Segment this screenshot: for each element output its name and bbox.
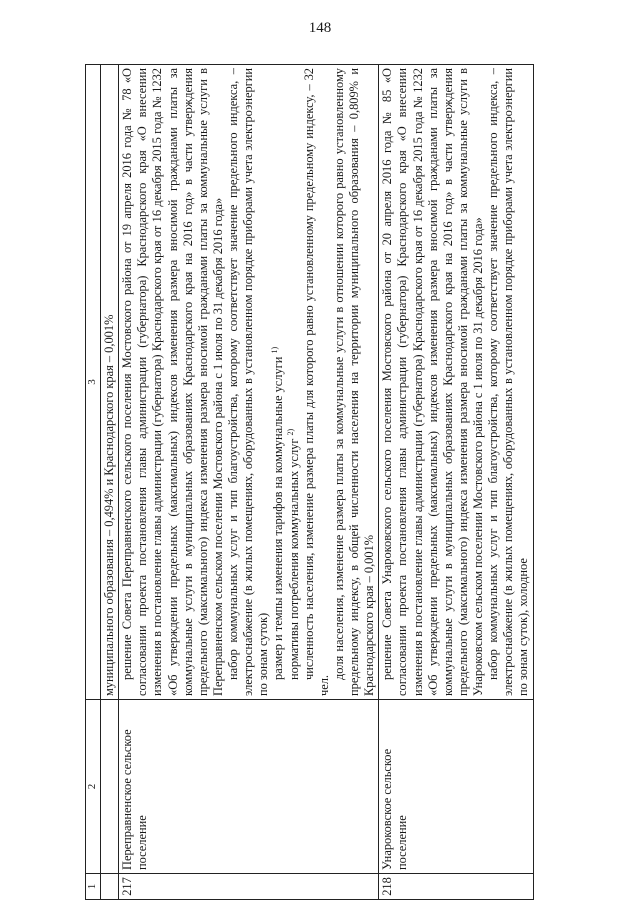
continuation-text: муниципального образования – 0,494% и Краснодарского края – 0,001% — [102, 314, 116, 696]
column-header-2: 2 — [86, 700, 101, 874]
data-table — [85, 64, 534, 900]
page-number: 148 — [308, 20, 332, 36]
settlement-name: Переправненское сельское поселение — [119, 700, 379, 874]
population-text: численность населения, изменение размера платы для которого равно установленному предельному индексу, – 32 чел. — [301, 68, 331, 696]
settlement-name: Унароковское сельское поселение — [379, 700, 533, 874]
table-row — [379, 65, 533, 900]
rotated-table-area — [85, 65, 585, 900]
footnote-mark: 2) — [285, 428, 295, 436]
table-row — [119, 65, 379, 900]
row-content — [379, 65, 533, 700]
rotated-table — [85, 65, 585, 900]
header-row — [86, 65, 101, 900]
share-text: доля населения, изменение размера платы за коммунальные услуги в отношении которого равно установленному предельному индексу, в общей численности населения на территории муниципального образования – 0,809% и Краснодарского края – 0,001% — [331, 68, 377, 696]
services-text: набор коммунальных услуг и тип благоустройства, которому соответствует значение предельного индекса, – электроснабжение (в жилых помещениях, оборудованных в установленном порядке приборами учета электроэнергии по зонам суток), холодное — [486, 68, 531, 696]
column-header-3: 3 — [86, 65, 101, 700]
services-text: набор коммунальных услуг и тип благоустройства, которому соответствует значение предельного индекса, – электроснабжение (в жилых помещениях, оборудованных в установленном порядке приборами учета электроэнергии по зонам суток) — [226, 68, 271, 696]
decision-text: решение Совета Переправненского сельского поселения Мостовского района от 19 апреля 2016 года № 78 «О согласовании проекта постановления главы администрации (губернатора) Краснодарского края «О внесении изменения в постановление главы администрации (губернатора) Краснодарского края от 16 декабря 2015 года № 1232 «Об утверждении предельных (максимальных) индексов изменения размера вносимой гражданами платы за коммунальные услуги в муниципальных образованиях Краснодарского края на 2016 год» в части утверждения предельного (максимального) индекса изменения размера вносимой гражданами платы за коммунальные услуги в Переправненском сельском поселении Мостовского района с 1 июля по 31 декабря 2016 года» — [120, 68, 225, 696]
tariff-text: размер и темпы изменения тарифов на коммунальные услуги $^{1)}$ — [270, 346, 286, 680]
footnote-mark: 1) — [270, 346, 280, 354]
decision-text: решение Совета Унароковского сельского поселения Мостовского района от 20 апреля 2016 года № 85 «О согласовании проекта постановления главы администрации (губернатора) Краснодарского края «О внесении изменения в постановление главы администрации (губернатора) Краснодарского края от 16 декабря 2015 года № 1232 «Об утверждении предельных (максимальных) индексов изменения размера вносимой гражданами платы за коммунальные услуги в муниципальных образованиях Краснодарского края на 2016 год» в части утверждения предельного (максимального) индекса изменения размера вносимой гражданами платы за коммунальные услуги в Унароковском сельском поселении Мостовского района с 1 июля по 31 декабря 2016 года» — [380, 68, 485, 696]
row-number: 218 — [379, 874, 533, 900]
row-number: 217 — [119, 874, 379, 900]
norms-text: нормативы потребления коммунальных услуг $^{2)}$ — [285, 428, 301, 680]
row-content — [119, 65, 379, 700]
column-header-1: 1 — [86, 874, 101, 900]
continuation-row — [101, 65, 119, 900]
